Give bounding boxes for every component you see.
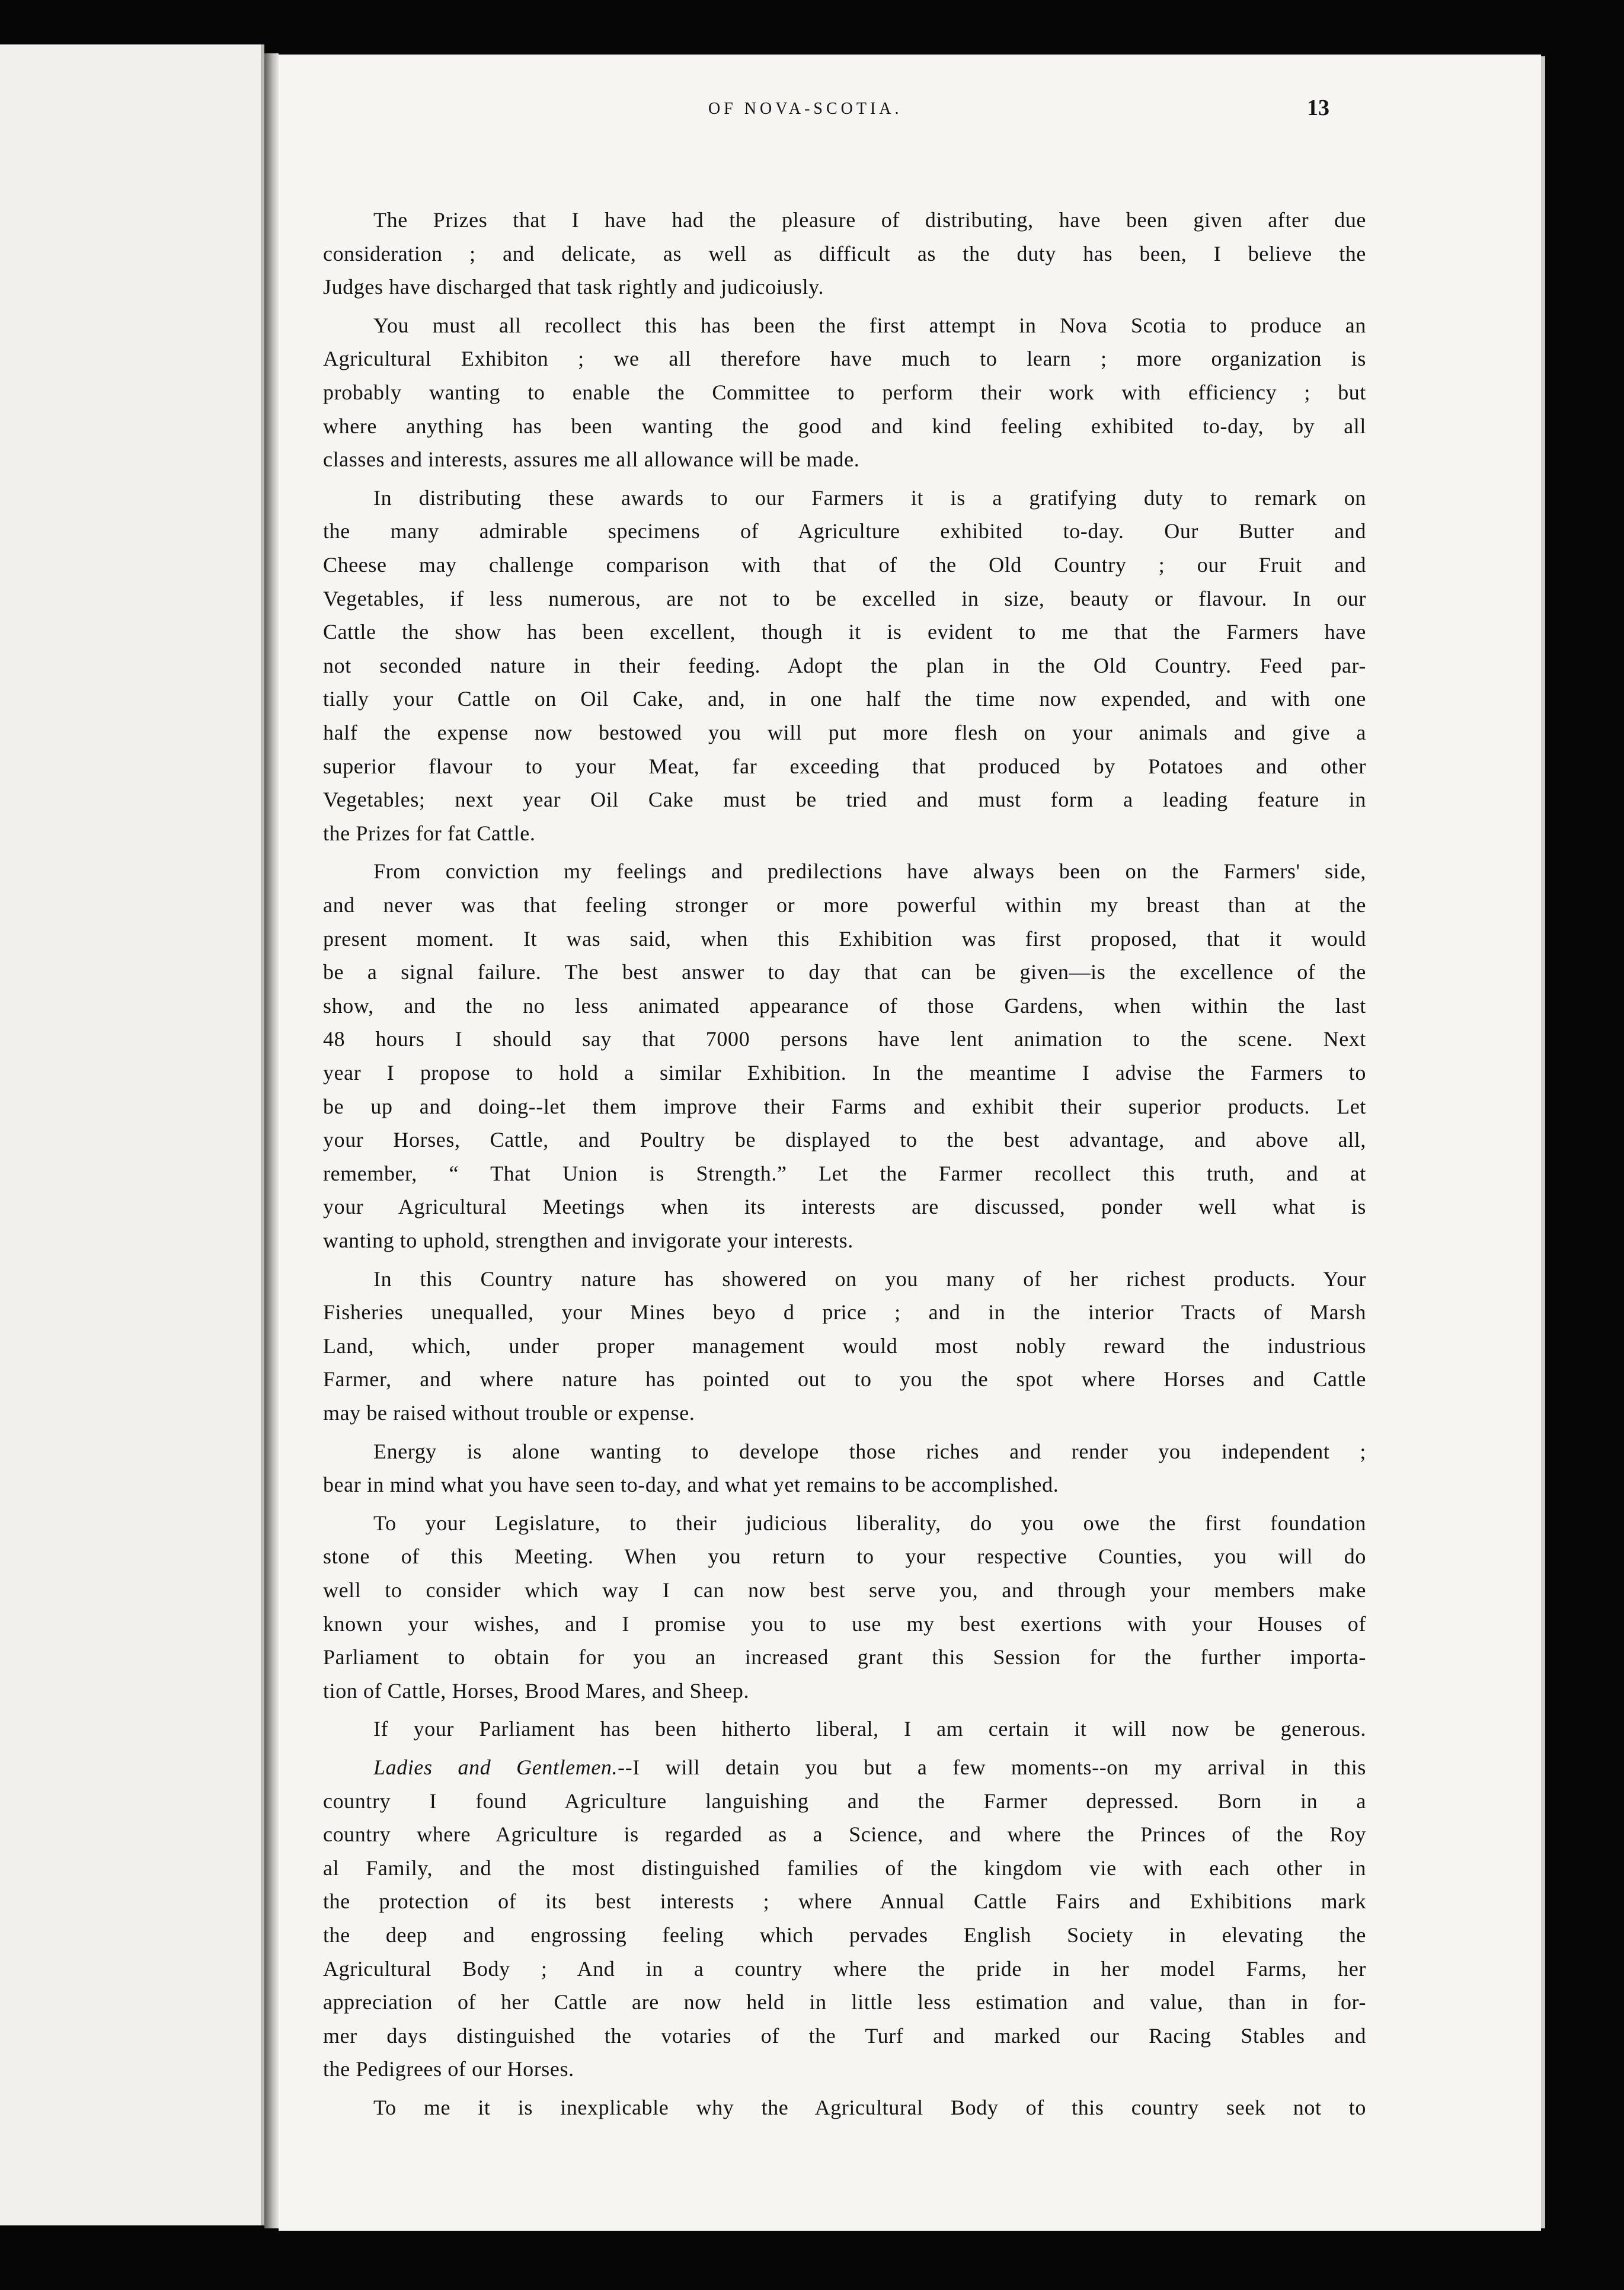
text-line: country I found Agriculture languishing and the Farmer depressed. Born in a <box>323 1789 1366 1813</box>
text-line: your Horses, Cattle, and Poultry be displayed to the best advantage, and above all, <box>323 1128 1366 1152</box>
text-line: Agricultural Exhibiton ; we all therefore have much to learn ; more organization is <box>323 347 1366 371</box>
text-line: probably wanting to enable the Committee to perform their work with efficiency ; but <box>323 380 1366 404</box>
text-line: appreciation of her Cattle are now held in little less estimation and value, than in for- <box>323 1990 1366 2014</box>
page-number: 13 <box>1307 95 1329 120</box>
text-line: Vegetables, if less numerous, are not to be excelled in size, beauty or flavour. In our <box>323 586 1366 610</box>
text-line: the Prizes for fat Cattle. <box>323 821 536 845</box>
text-line: be a signal failure. The best answer to day that can be given—is the excellence of the <box>323 960 1366 984</box>
text-line: Energy is alone wanting to develope those riches and render you independent ; <box>373 1439 1366 1463</box>
text-line: known your wishes, and I promise you to use my best exertions with your Houses of <box>323 1611 1366 1636</box>
text-line: You must all recollect this has been the first attempt in Nova Scotia to produce an <box>373 313 1366 337</box>
text-line: may be raised without trouble or expense. <box>323 1401 695 1425</box>
text-line: bear in mind what you have seen to-day, and what yet remains to be accomplished. <box>323 1473 1059 1497</box>
text-line: the many admirable specimens of Agriculture exhibited to-day. Our Butter and <box>323 519 1366 543</box>
text-line: classes and interests, assures me all allowance will be made. <box>323 447 860 472</box>
text-line: Cheese may challenge comparison with that of the Old Country ; our Fruit and <box>323 553 1366 577</box>
facing-page <box>0 44 264 2225</box>
text-line: well to consider which way I can now best serve you, and through your members make <box>323 1578 1366 1602</box>
text-line: In this Country nature has showered on you many of her richest products. Your <box>373 1266 1366 1291</box>
text-line: Ladies and Gentlemen.--I will detain you but a few moments--on my arrival in this <box>373 1755 1366 1779</box>
text-line: tion of Cattle, Horses, Brood Mares, and Sheep. <box>323 1678 750 1703</box>
page-edge <box>1541 56 1545 2228</box>
text-line: the Pedigrees of our Horses. <box>323 2057 574 2081</box>
text-line: If your Parliament has been hitherto liberal, I am certain it will now be generous. <box>373 1717 1366 1741</box>
text-line: consideration ; and delicate, as well as difficult as the duty has been, I believe the <box>323 241 1366 266</box>
text-line: Land, which, under proper management would most nobly reward the industrious <box>323 1333 1366 1358</box>
text-line: show, and the no less animated appearance of those Gardens, when within the last <box>323 993 1366 1018</box>
text-line: tially your Cattle on Oil Cake, and, in one half the time now expended, and with one <box>323 687 1366 711</box>
text-line: From conviction my feelings and predilections have always been on the Farmers' side, <box>373 859 1366 884</box>
text-line: al Family, and the most distinguished families of the kingdom vie with each other in <box>323 1856 1366 1880</box>
text-line: where anything has been wanting the good and kind feeling exhibited to-day, by all <box>323 414 1366 438</box>
text-line: half the expense now bestowed you will put more flesh on your animals and give a <box>323 721 1366 744</box>
text-line: present moment. It was said, when this Exhibition was first proposed, that it would <box>323 926 1366 951</box>
running-head: OF NOVA-SCOTIA. <box>708 100 903 118</box>
text-line: To me it is inexplicable why the Agricultural Body of this country seek not to <box>373 2096 1366 2119</box>
text-line: mer days distinguished the votaries of the Turf and marked our Racing Stables and <box>323 2023 1366 2048</box>
text-line: remember, “ That Union is Strength.” Let the Farmer recollect this truth, and at <box>323 1161 1366 1185</box>
text-line: Cattle the show has been excellent, though it is evident to me that the Farmers have <box>323 620 1366 644</box>
text-line: and never was that feeling stronger or more powerful within my breast than at the <box>323 893 1366 917</box>
text-line: In distributing these awards to our Farmers it is a gratifying duty to remark on <box>373 485 1366 510</box>
text-line: To your Legislature, to their judicious liberality, do you owe the first foundation <box>373 1511 1366 1535</box>
text-line: Agricultural Body ; And in a country where the pride in her model Farms, her <box>323 1956 1366 1981</box>
text-line: the protection of its best interests ; where Annual Cattle Fairs and Exhibitions mark <box>323 1889 1366 1914</box>
text-line: country where Agriculture is regarded as a Science, and where the Princes of the Roy <box>323 1822 1366 1847</box>
text-line: Fisheries unequalled, your Mines beyo d price ; and in the interior Tracts of Marsh <box>323 1300 1366 1325</box>
text-line: Vegetables; next year Oil Cake must be tried and must form a leading feature in <box>323 788 1366 812</box>
text-line: 48 hours I should say that 7000 persons have lent animation to the scene. Next <box>323 1027 1366 1051</box>
text-line: Farmer, and where nature has pointed out to you the spot where Horses and Cattle <box>323 1367 1366 1392</box>
text-line: Judges have discharged that task rightly and judicoiusly. <box>323 275 824 299</box>
text-line: wanting to uphold, strengthen and invigorate your interests. <box>323 1229 853 1252</box>
text-line: The Prizes that I have had the pleasure of distributing, have been given after due <box>373 208 1366 232</box>
text-line: superior flavour to your Meat, far exceeding that produced by Potatoes and other <box>323 754 1366 778</box>
text-line: the deep and engrossing feeling which pervades English Society in elevating the <box>323 1923 1366 1947</box>
text-line: stone of this Meeting. When you return to your respective Counties, you will do <box>323 1544 1366 1569</box>
text-line: Parliament to obtain for you an increased grant this Session for the further importa- <box>323 1645 1366 1669</box>
text-line: not seconded nature in their feeding. Adopt the plan in the Old Country. Feed par- <box>323 653 1366 677</box>
text-line: your Agricultural Meetings when its interests are discussed, ponder well what is <box>323 1195 1366 1219</box>
text-line: year I propose to hold a similar Exhibition. In the meantime I advise the Farmers to <box>323 1061 1366 1085</box>
book-gutter <box>264 53 279 2228</box>
text-line: be up and doing--let them improve their Farms and exhibit their superior products. Let <box>323 1094 1366 1118</box>
